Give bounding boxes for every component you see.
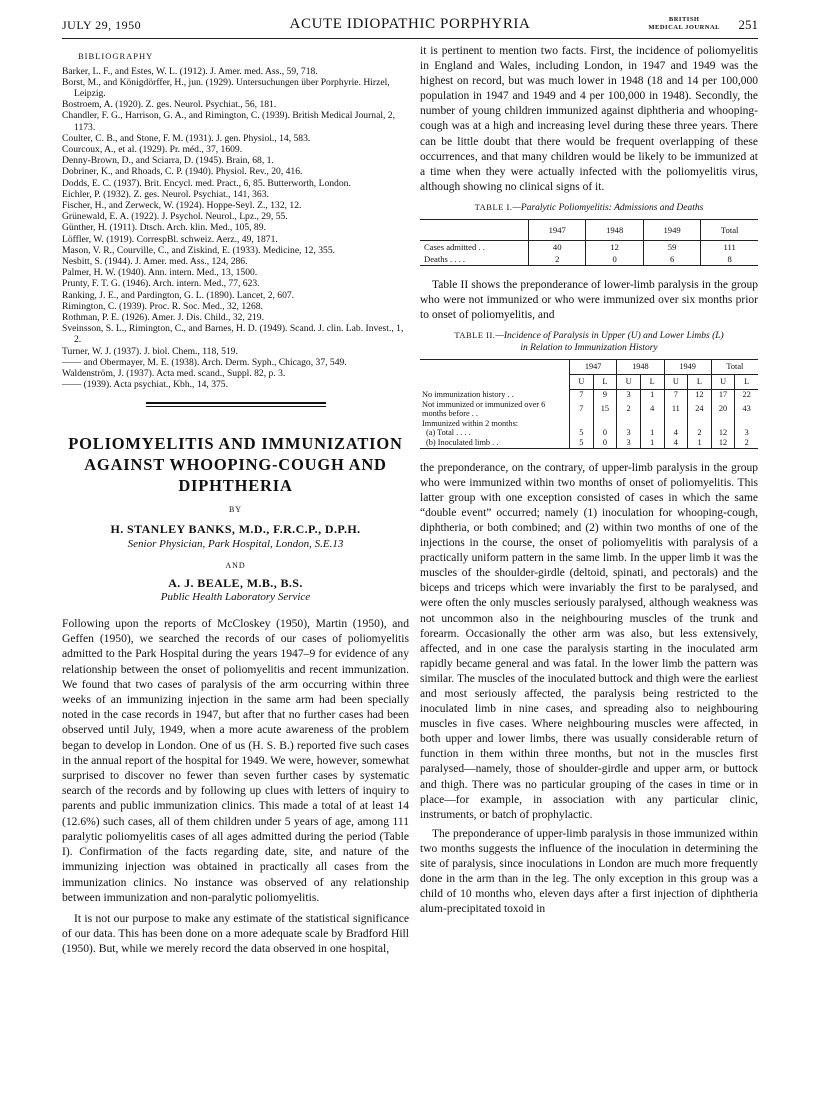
- table-cell: 17: [711, 390, 735, 400]
- table-cell: 6: [643, 253, 700, 266]
- table-cell: 1: [640, 438, 664, 448]
- table-cell: 8: [701, 253, 758, 266]
- body-paragraph: It is not our purpose to make any estimate of the statistical significance of our data. This has been done on a more adequate scale by Bradford Hill (1950). But, while we merely record the data observed in one hospital,: [62, 911, 409, 956]
- column-subheader: U: [711, 375, 735, 390]
- bibliography-entry: Mason, V. R., Courville, C., and Ziskind, E. (1933). Medicine, 12, 355.: [62, 244, 336, 256]
- bibliography-entry: Waldenström, J. (1937). Acta med. scand., Suppl. 82, p. 3.: [62, 368, 286, 380]
- table-cell: [593, 419, 617, 429]
- table-row: [420, 400, 758, 419]
- body-paragraph: it is pertinent to mention two facts. First, the incidence of poliomyelitis in England and Wales, including London, in 1947 and 1949 was the highest on record, but was much lower in 1948 (18 and 14 per 100,000 population in 1947 and 1949 and 4 per 100,000 in 1948). Secondly, the number of young children immunized against diphtheria and whooping-cough was at a high and increasing level during these three years. There can be little doubt that there would be frequent overlapping of these occurrences, and that many children would be likely to be immunized at a time when they were actually infected with the poliomyelitis virus, although showing no clinical signs of it.: [420, 45, 758, 193]
- byline-by: BY: [228, 505, 243, 515]
- bibliography-entry: Dobriner, K., and Rhoads, C. P. (1940). Physiol. Rev., 20, 416.: [62, 166, 303, 178]
- table-row: [420, 253, 758, 266]
- bibliography-entry: Fischer, H., and Zerweck, W. (1924). Hoppe-Seyl. Z., 132, 12.: [62, 200, 302, 212]
- journal-name: [648, 16, 720, 32]
- column-header: 1947: [570, 360, 617, 375]
- bibliography-entry: Bostroem, A. (1920). Z. ges. Neurol. Psychiat., 56, 181.: [62, 99, 277, 111]
- article-title-line: DIPHTHERIA: [178, 476, 293, 496]
- table-1-caption: [420, 201, 758, 215]
- table-cell: 111: [701, 240, 758, 253]
- table-cell: 12: [688, 390, 712, 400]
- table-cell: 1: [640, 428, 664, 438]
- table-1-label: TABLE I.: [474, 201, 513, 212]
- row-label: Not immunized or immunized over 6 months before . .: [422, 399, 546, 419]
- table-row: [420, 390, 758, 400]
- column-header: 1949: [664, 360, 711, 375]
- bibliography-entry: Denny-Brown, D., and Sciarra, D. (1945). Brain, 68, 1.: [62, 155, 274, 167]
- table-cell: [570, 419, 594, 429]
- column-subheader: L: [688, 375, 712, 390]
- column-subheader: U: [617, 375, 641, 390]
- table-cell: [688, 419, 712, 429]
- bibliography-entry: Ranking, J. E., and Pardington, G. L. (1890). Lancet, 2, 607.: [62, 289, 295, 301]
- column-subheader: U: [570, 375, 594, 390]
- table-cell: 40: [529, 240, 586, 253]
- row-label: No immunization history . .: [422, 389, 514, 399]
- column-header: 1949: [643, 219, 700, 240]
- table-cell: [711, 419, 735, 429]
- table-2-title-line-2: in Relation to Immunization History: [520, 343, 658, 354]
- bibliography-entry: Barker, L. F., and Estes, W. L. (1912). J. Amer. med. Ass., 59, 718.: [62, 65, 318, 77]
- table-cell: 20: [711, 400, 735, 419]
- bibliography-entry: Chandler, F. G., Harrison, G. A., and Rimington, C. (1939). British Medical Journal, 2, 1173.: [62, 110, 395, 133]
- table-cell: 2: [617, 400, 641, 419]
- bibliography-entry: Nesbitt, S. (1944). J. Amer. med. Ass., 124, 286.: [62, 256, 248, 268]
- bibliography-entry: —— (1939). Acta psychiat., Kbh., 14, 375.: [62, 379, 229, 391]
- column-subheader: U: [664, 375, 688, 390]
- column-header: 1947: [529, 219, 586, 240]
- author-1: H. STANLEY BANKS, M.D., F.R.C.P., D.P.H.: [110, 522, 361, 537]
- table-2-caption: [420, 329, 758, 355]
- column-header: Total: [711, 360, 758, 375]
- table-cell: 24: [688, 400, 712, 419]
- table-row: [420, 428, 758, 438]
- byline-and: AND: [225, 561, 246, 571]
- table-cell: 12: [711, 438, 735, 448]
- table-1: [420, 219, 758, 266]
- bibliography-entry: Palmer, H. W. (1940). Ann. intern. Med., 13, 1500.: [62, 267, 258, 279]
- table-cell: 4: [664, 428, 688, 438]
- column-subheader: L: [640, 375, 664, 390]
- column-subheader: L: [593, 375, 617, 390]
- table-cell: [735, 419, 758, 429]
- bibliography-entry: —— and Obermayer, M. E. (1938). Arch. Derm. Syph., Chicago, 37, 549.: [62, 356, 347, 368]
- table-cell: 59: [643, 240, 700, 253]
- body-paragraph: Table II shows the preponderance of lower-limb paralysis in the group who were not immunized or who were immunized over six months prior to onset of poliomyelitis, and: [420, 278, 758, 321]
- bibliography-entry: Günther, H. (1911). Dtsch. Arch. klin. Med., 105, 89.: [62, 222, 266, 234]
- bibliography-entry: Prunty, F. T. G. (1946). Arch. intern. Med., 77, 623.: [62, 278, 260, 290]
- header-date: JULY 29, 1950: [62, 18, 142, 32]
- bibliography-list: [62, 66, 409, 391]
- row-label: Cases admitted . .: [424, 241, 485, 252]
- column-subheader: L: [735, 375, 758, 390]
- table-row: [420, 240, 758, 253]
- bibliography-entry: Borst, M., and Königdörffer, H., jun. (1929). Untersuchungen über Porphyrie. Hirzel, Leipzig.: [62, 76, 390, 99]
- table-cell: 9: [593, 390, 617, 400]
- page-number: 251: [738, 17, 758, 32]
- table-cell: 2: [735, 438, 758, 448]
- table-cell: 4: [640, 400, 664, 419]
- author-2-affiliation: Public Health Laboratory Service: [160, 591, 311, 604]
- article-title: [62, 433, 409, 496]
- table-2-label: TABLE II.: [454, 329, 496, 340]
- table-cell: 0: [593, 438, 617, 448]
- row-label: (a) Total . . . .: [426, 428, 471, 438]
- bibliography-entry: Löffler, W. (1919). CorrespBl. schweiz. Aerz., 49, 1871.: [62, 233, 278, 245]
- column-header: 1948: [586, 219, 643, 240]
- header-rule: [62, 38, 758, 39]
- table-cell: 3: [617, 438, 641, 448]
- table-cell: 7: [570, 400, 594, 419]
- body-paragraph: the preponderance, on the contrary, of upper-limb paralysis in the group who were immunized within two months of onset of poliomyelitis. This latter group with one exception consisted of cases in which the same “double event” occurred; namely (1) inoculation for whooping-cough, diphtheria, or both combined; and (2) within two months of one of the injections in the course, the onset of poliomyelitis with paralysis of a practically uniform pattern in the same limb. In the upper limb it was the muscles of the shoulder-girdle (deltoid, spinati, and pectorals) and the biceps and triceps which were invariably the first to be paralysed, and were often the only muscles seriously paralysed, although weakness was not uncommon also in the neighbouring muscles of the trunk and forearm. Occasionally the other arm was also, but less extensively, affected, and in one case the paralysis starting in the inoculated arm rapidly became general and was fatal. In the lower limb the pattern was similar. The muscles of the inoculated buttock and thigh were the earliest and most seriously affected, the paralysis being restricted to the inoculated limb in nine cases, and spreading also to neighbouring muscles in five cases. Where neighbouring muscles were affected, in both upper and lower limbs, there was usually considerable return of function in them within three months, but not in the muscles first paralysed—namely, those of shoulder-girdle and upper arm, or buttock and thigh. There was no particular grouping of the cases in time or in place—for example, in association with any particular clinic, instruments, or batch of prophylactic.: [420, 461, 758, 821]
- row-label: (b) Inoculated limb . .: [426, 437, 499, 447]
- table-cell: 43: [735, 400, 758, 419]
- table-cell: [664, 419, 688, 429]
- table-cell: 2: [688, 428, 712, 438]
- table-cell: 11: [664, 400, 688, 419]
- table-2: [420, 359, 758, 449]
- table-cell: 3: [735, 428, 758, 438]
- table-2-title-line-1: —Incidence of Paralysis in Upper (U) and Lower Limbs (L): [495, 330, 724, 341]
- running-header: [62, 14, 758, 36]
- table-cell: 15: [593, 400, 617, 419]
- table-cell: 12: [586, 240, 643, 253]
- bibliography-entry: Sveinsson, S. L., Rimington, C., and Barnes, H. D. (1949). Scand. J. clin. Lab. Invest., 1, 2.: [62, 323, 404, 346]
- column-header: Total: [701, 219, 758, 240]
- table-row: [420, 419, 758, 429]
- table-cell: 4: [664, 438, 688, 448]
- table-cell: 1: [688, 438, 712, 448]
- bibliography-entry: Rothman, P. E. (1926). Amer. J. Dis. Child., 32, 219.: [62, 312, 265, 324]
- table-cell: 2: [529, 253, 586, 266]
- article-title-line: AGAINST WHOOPING-COUGH AND: [84, 455, 387, 475]
- body-paragraph: The preponderance of upper-limb paralysis in those immunized within two months suggests the influence of the inoculation in determining the site of paralysis, since inoculations in London are much more frequently done in the arm than in the leg. The only exception in this group was a child of 10 months who, eleven days after a first injection of diphtheria alum-precipitated toxoid in: [420, 827, 758, 916]
- article-title-line: POLIOMYELITIS AND IMMUNIZATION: [68, 434, 403, 454]
- bibliography-entry: Dodds, E. C. (1937). Brit. Encycl. med. Pract., 6, 85. Butterworth, London.: [62, 177, 351, 189]
- table-header-row: [420, 219, 758, 240]
- bibliography-heading: BIBLIOGRAPHY: [78, 51, 154, 61]
- table-cell: 3: [617, 390, 641, 400]
- table-cell: 22: [735, 390, 758, 400]
- table-row: [420, 438, 758, 448]
- table-cell: 5: [570, 438, 594, 448]
- table-cell: 0: [593, 428, 617, 438]
- table-cell: 0: [586, 253, 643, 266]
- bibliography-entry: Courcoux, A., et al. (1929). Pr. méd., 37, 1609.: [62, 144, 243, 156]
- table-cell: 7: [570, 390, 594, 400]
- author-1-affiliation: Senior Physician, Park Hospital, London, S.E.13: [127, 537, 344, 550]
- row-label: Deaths . . . .: [424, 253, 466, 264]
- journal-line-1: BRITISH: [668, 16, 700, 23]
- table-cell: 5: [570, 428, 594, 438]
- section-separator: [146, 402, 326, 407]
- bibliography-entry: Eichler, P. (1932). Z. ges. Neurol. Psychiat., 141, 363.: [62, 188, 269, 200]
- left-column: [62, 44, 409, 957]
- bibliography-entry: Grünewald, E. A. (1922). J. Psychol. Neurol., Lpz., 29, 55.: [62, 211, 288, 223]
- bibliography-entry: Coulter, C. B., and Stone, F. M. (1931). J. gen. Physiol., 14, 583.: [62, 132, 311, 144]
- table-cell: [640, 419, 664, 429]
- table-1-title: —Paralytic Poliomyelitis: Admissions and Deaths: [512, 202, 704, 213]
- journal-line-2: MEDICAL JOURNAL: [648, 24, 720, 31]
- table-cell: 1: [640, 390, 664, 400]
- bibliography-entry: Rimington, C. (1939). Proc. R. Soc. Med., 32, 1268.: [62, 300, 263, 312]
- table-cell: 12: [711, 428, 735, 438]
- row-label: Immunized within 2 months:: [422, 418, 519, 428]
- bibliography-entry: Turner, W. J. (1937). J. biol. Chem., 118, 519.: [62, 345, 238, 357]
- body-paragraph: Following upon the reports of McCloskey (1950), Martin (1950), and Geffen (1950), we searched the records of our cases of poliomyelitis admitted to the Park Hospital during the years 1947–9 for evidence of any relationship between the onset of poliomyelitis and recent immunization. We found that two cases of paralysis of the arm occurring within three weeks of an immunizing injection in the same arm had been specially noted in the case records in 1947, but after that no further cases had been observed until July, 1949, when a more acute awareness of the problem began to develop in London. One of us (H. S. B.) reported five such cases in the annual report of the hospital for 1949. We were, however, somewhat surprised to discover no fewer than seven further cases by systematic search of the records and by following up clues with letters of inquiry to parents and public immunization clinics. This made a total of at least 14 (12.6%) such cases, all of them children under 5 years of age, among 111 paralytic poliomyelitis cases of all ages admitted during the period (Table I). Confirmation of the facts regarding date, site, and nature of the immunizing injection was obtained in practically all cases from the immunization clinics. No instance was observed of any relationship between immunization and non-paralytic poliomyelitis.: [62, 617, 409, 904]
- author-2: A. J. BEALE, M.B., B.S.: [168, 575, 303, 590]
- column-header: 1948: [617, 360, 664, 375]
- table-cell: 7: [664, 390, 688, 400]
- table-cell: 3: [617, 428, 641, 438]
- table-year-row: [420, 360, 758, 375]
- table-cell: [617, 419, 641, 429]
- header-title: ACUTE IDIOPATHIC PORPHYRIA: [289, 16, 531, 32]
- right-column: [420, 44, 758, 917]
